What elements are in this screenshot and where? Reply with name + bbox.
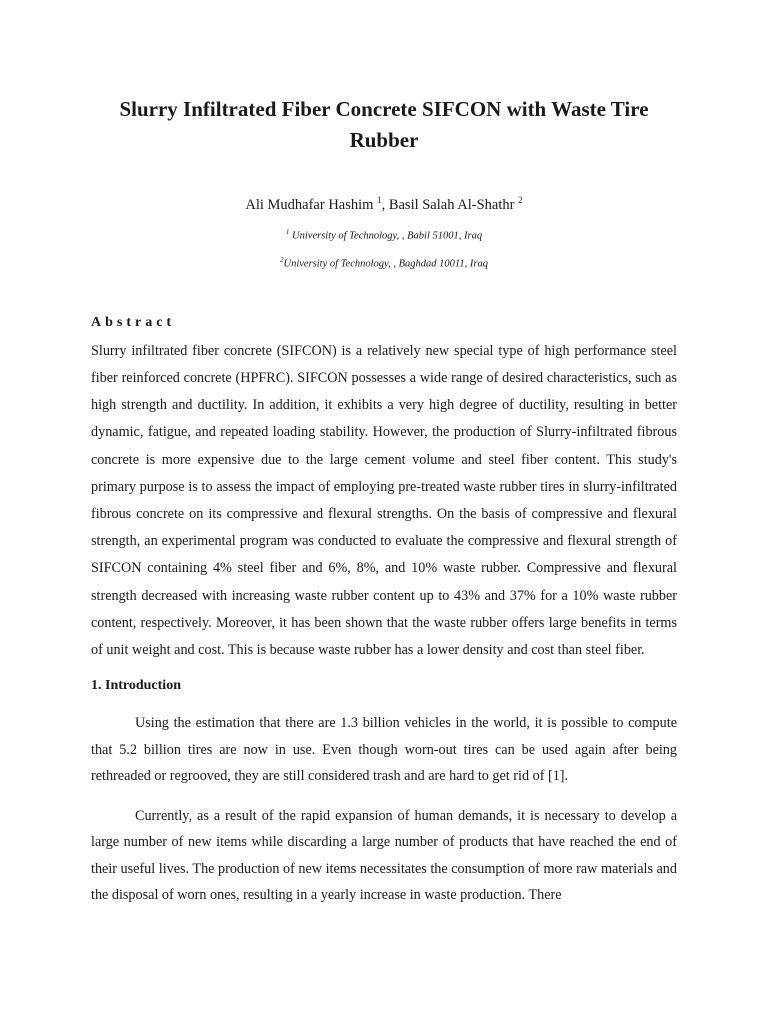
affiliation-marker: 2 xyxy=(518,195,523,205)
affiliation-1 xyxy=(91,220,677,249)
author-name: Ali Mudhafar Hashim xyxy=(245,196,374,213)
abstract-text: Slurry infiltrated fiber concrete (SIFCON) is a relatively new special type of high performance steel fiber reinforced concrete (HPFRC). SIFCON possesses a wide range of desired characteristics, such as high strength and ductility. In addition, it exhibits a very high degree of ductility, resulting in better dynamic, fatigue, and repeated loading stability. However, the production of Slurry-infiltrated fibrous concrete is more expensive due to the large cement volume and steel fiber content. This study's primary purpose is to assess the impact of employing pre-treated waste rubber tires in slurry-infiltrated fibrous concrete on its compressive and flexural strengths. On the basis of compressive and flexural strength, an experimental program was conducted to evaluate the compressive and flexural strength of SIFCON containing 4% steel fiber and 6%, 8%, and 10% waste rubber. Compressive and flexural strength decreased with increasing waste rubber content up to 43% and 37% for a 10% waste rubber content, respectively. Moreover, it has been shown that the waste rubber offers large benefits in terms of unit weight and cost. This is because waste rubber has a lower density and cost than steel fiber. xyxy=(91,342,677,659)
abstract-heading: Abstract xyxy=(91,314,176,330)
affiliation-text: University of Technology, , Babil 51001, Iraq xyxy=(289,230,483,242)
affiliation-2 xyxy=(91,248,677,277)
author-separator: , xyxy=(381,196,389,213)
author-name: Basil Salah Al-Shathr xyxy=(388,196,515,213)
affiliation-marker: 1 xyxy=(285,227,290,236)
introduction-paragraph: Currently, as a result of the rapid expansion of human demands, it is necessary to develop a large number of new items while discarding a large number of products that have reached the end of their useful lives. The production of new items necessitates the consumption of more raw materials and the disposal of worn ones, resulting in a yearly increase in waste production. There xyxy=(91,807,677,904)
introduction-paragraph: Using the estimation that there are 1.3 billion vehicles in the world, it is possible to compute that 5.2 billion tires are now in use. Even though worn-out tires can be used again after being rethreaded or regrooved, they are still considered trash and are hard to get rid of [1]. xyxy=(91,715,677,785)
affiliation-text: University of Technology, , Baghdad 10011, Iraq xyxy=(283,258,488,270)
section-heading-introduction: 1. Introduction xyxy=(91,678,181,694)
affiliation-marker: 1 xyxy=(377,195,382,205)
author-line xyxy=(91,190,677,215)
paper-title: Slurry Infiltrated Fiber Concrete SIFCON with Waste Tire Rubber xyxy=(119,97,649,152)
paper-page xyxy=(91,0,677,909)
affiliation-marker: 2 xyxy=(280,256,284,265)
